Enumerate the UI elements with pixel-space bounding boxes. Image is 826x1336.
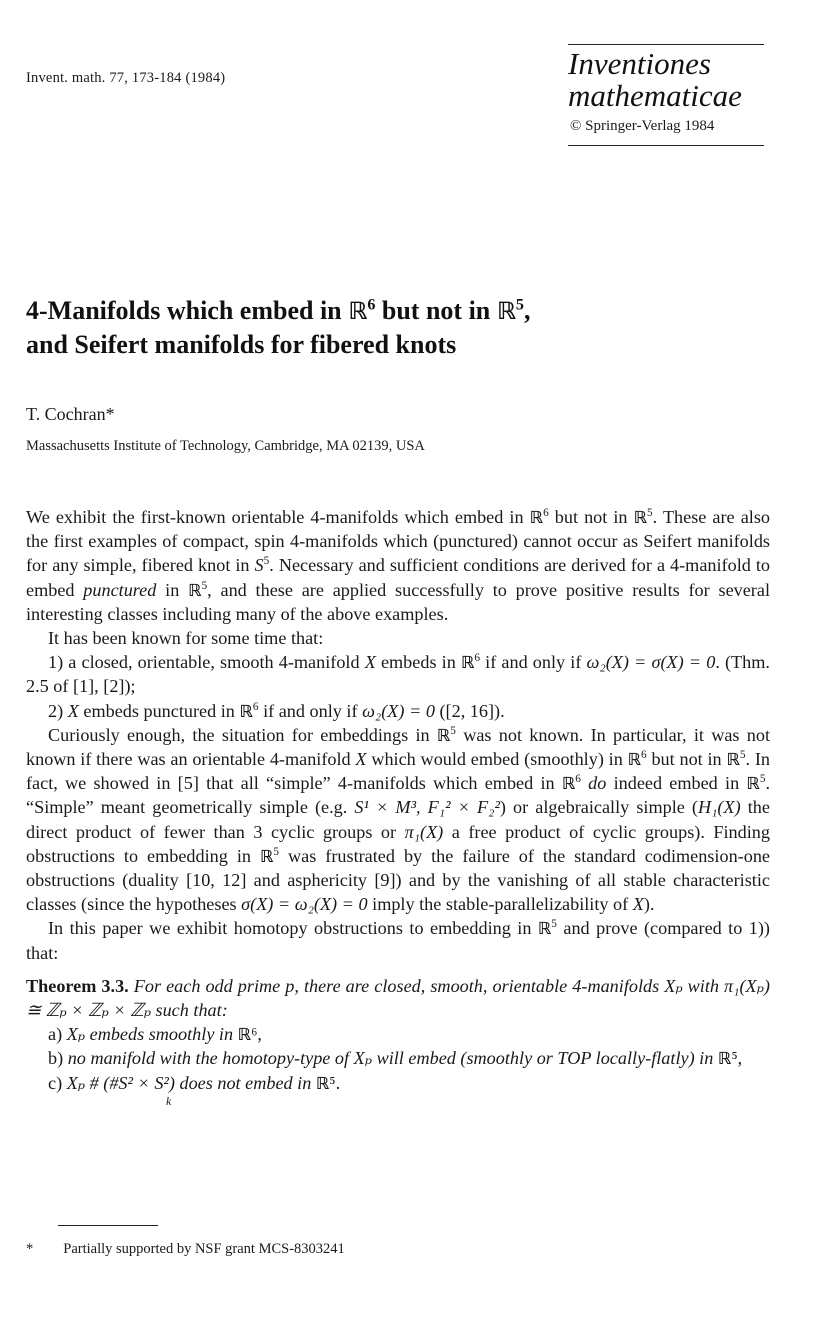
- journal-name-line2: mathematicae: [568, 78, 742, 113]
- theorem-item-a: a) Xₚ embeds smoothly in ℝ⁶,: [48, 1024, 262, 1045]
- connected-sum-index: k: [166, 1093, 172, 1108]
- header-rule-top: [568, 44, 764, 45]
- theorem-statement: Theorem 3.3. For each odd prime p, there are closed, smooth, orientable 4-manifolds Xₚ with π₁(Xₚ) ≅ ℤₚ × ℤₚ × ℤₚ such that:: [26, 975, 770, 1021]
- publisher-line: © Springer-Verlag 1984: [570, 118, 715, 134]
- abstract-paragraph: We exhibit the first-known orientable 4-manifolds which embed in ℝ$^6$ but not in ℝ$^5$. These are also the first examples of compact, spin 4-manifolds which (punctured) cannot occur as Seifert manifolds for any simple, fibered knot in $S^5$. Necessary and sufficient conditions are derived for a 4-manifold to embed punctured in ℝ$^5$, and these are applied successfully to prove positive results for several interesting classes including many of the above examples.: [26, 506, 770, 624]
- theorem-label: Theorem 3.3.: [26, 975, 129, 996]
- footnote-text: Partially supported by NSF grant MCS-8303241: [63, 1241, 345, 1257]
- article-body: [26, 505, 770, 1107]
- footnote: [26, 1241, 345, 1258]
- journal-name: [568, 48, 742, 112]
- journal-citation: Invent. math. 77, 173-184 (1984): [26, 70, 226, 86]
- header-rule-bottom: [568, 145, 764, 146]
- journal-name-line1: Inventiones: [568, 46, 711, 81]
- footnote-mark: *: [26, 1241, 34, 1257]
- body-paragraph-2: Curiously enough, the situation for embeddings in ℝ$^5$ was not known. In particular, it was not known if there was an orientable 4-manifold X which would embed (smoothly) in ℝ$^6$ but not in ℝ$^5$. In fact, we showed in [5] that all “simple” 4-manifolds which embed in ℝ$^6$ do indeed embed in ℝ$^5$. “Simple” meant geometrically simple (e.g. S¹ × M³, F₁² × F₂²) or algebraically simple (H₁(X) the direct product of fewer than 3 cyclic groups or π₁(X) a free product of cyclic groups). Finding obstructions to embedding in ℝ$^5$ was frustrated by the failure of the standard codimension-one obstructions (duality [10, 12] and asphericity [9]) and by the vanishing of all stable characteristic classes (since the hypotheses σ(X) = ω₂(X) = 0 imply the stable-parallelizability of X).: [26, 724, 771, 915]
- body-paragraph-3: In this paper we exhibit homotopy obstructions to embedding in ℝ$^5$ and prove (compared to 1)) that:: [26, 918, 770, 963]
- known-intro: It has been known for some time that:: [48, 628, 324, 649]
- footnote-rule: [58, 1225, 158, 1226]
- known-item-2: 2) X embeds punctured in ℝ$^6$ if and only if ω₂(X) = 0 ([2, 16]).: [48, 700, 505, 721]
- theorem-item-b: b) no manifold with the homotopy-type of Xₚ will embed (smoothly or TOP locally-flatly) in ℝ⁵,: [48, 1048, 743, 1069]
- theorem-item-c: c) Xₚ # (#S² × S²) does not embed in ℝ⁵.: [48, 1072, 341, 1093]
- author-affiliation: Massachusetts Institute of Technology, Cambridge, MA 02139, USA: [26, 438, 425, 454]
- author-footnote-mark: *: [105, 404, 115, 424]
- known-item-1: 1) a closed, orientable, smooth 4-manifold X embeds in ℝ$^6$ if and only if ω₂(X) = σ(X) = 0. (Thm. 2.5 of [1], [2]);: [26, 652, 770, 697]
- title-line-2: and Seifert manifolds for fibered knots: [26, 330, 457, 359]
- article-title: [26, 294, 530, 362]
- title-line-1: 4-Manifolds which embed in ℝ$^6$ but not in ℝ$^5$,: [26, 296, 531, 325]
- author-name: T. Cochran*: [26, 404, 115, 424]
